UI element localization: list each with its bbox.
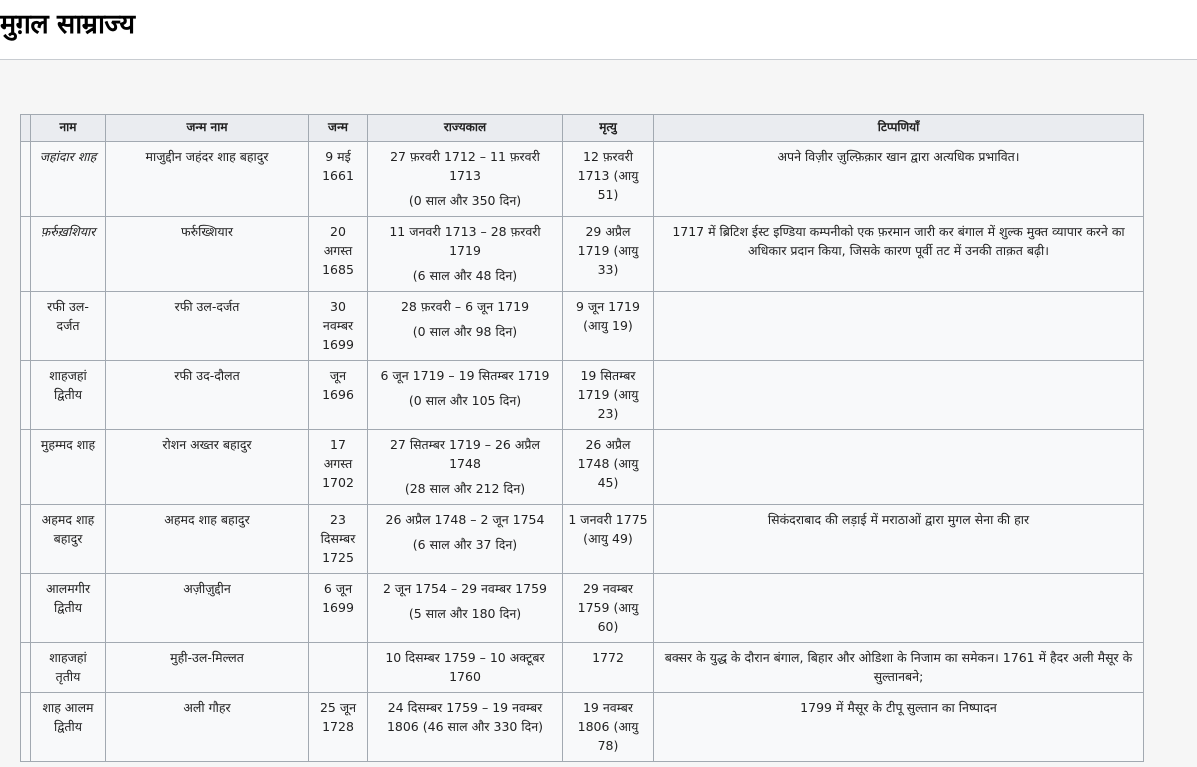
- birth-name-cell: रफी उद-दौलत: [106, 361, 309, 430]
- notes-cell: [654, 292, 1144, 361]
- reign-duration: (0 साल और 105 दिन): [408, 393, 522, 408]
- header-name[interactable]: नाम: [31, 115, 106, 142]
- reign-period: 6 जून 1719 – 19 सितम्बर 1719: [380, 368, 550, 383]
- emperor-name[interactable]: फ़र्रुख़शियार: [40, 224, 96, 239]
- row-spacer-cell: [21, 574, 31, 643]
- table-row: [21, 430, 1144, 505]
- emperor-name[interactable]: शाहजहां तृतीय: [49, 650, 87, 684]
- header-reign[interactable]: राज्यकाल: [368, 115, 563, 142]
- page-title: मुग़ल साम्राज्य: [0, 9, 135, 40]
- header-birth-name[interactable]: जन्म नाम: [106, 115, 309, 142]
- reign-cell: [368, 574, 563, 643]
- emperor-name[interactable]: शाह आलम द्वितीय: [42, 700, 94, 734]
- reign-period: 28 फ़रवरी – 6 जून 1719: [400, 299, 530, 314]
- death-cell: 26 अप्रैल 1748 (आयु 45): [563, 430, 654, 505]
- page-header: [0, 0, 1197, 60]
- reign-period: 27 फ़रवरी 1712 – 11 फ़रवरी 1713: [390, 149, 540, 183]
- reign-period: 24 दिसम्बर 1759 – 19 नवम्बर 1806 (46 साल और 330 दिन): [386, 700, 544, 734]
- table-body: [21, 142, 1144, 762]
- row-spacer-cell: [21, 430, 31, 505]
- birth-name-cell: रफी उल-दर्जत: [106, 292, 309, 361]
- notes-cell: बक्सर के युद्ध के दौरान बंगाल, बिहार और ओडिशा के निजाम का समेकन। 1761 में हैदर अली मैसूर के सुल्तानबने;: [654, 643, 1144, 693]
- row-spacer-cell: [21, 142, 31, 217]
- birth-date-cell: 17 अगस्त 1702: [309, 430, 368, 505]
- birth-name-cell: अली गौहर: [106, 693, 309, 762]
- reign-cell: [368, 430, 563, 505]
- notes-cell: 1717 में ब्रिटिश ईस्ट इण्डिया कम्पनीको एक फ़रमान जारी कर बंगाल में शुल्क मुक्त व्यापार करने का अधिकार प्रदान किया, जिसके कारण पूर्वी तट में उनकी ताक़त बढ़ी।: [654, 217, 1144, 292]
- death-cell: 9 जून 1719 (आयु 19): [563, 292, 654, 361]
- reign-duration: (28 साल और 212 दिन): [404, 481, 526, 496]
- emperor-name-cell: [31, 217, 106, 292]
- header-notes[interactable]: टिप्पणियाँ: [654, 115, 1144, 142]
- header-cell-blank: [21, 115, 31, 142]
- table-row: [21, 361, 1144, 430]
- notes-cell: 1799 में मैसूर के टीपू सुल्तान का निष्पादन: [654, 693, 1144, 762]
- emperor-name-cell: [31, 292, 106, 361]
- row-spacer-cell: [21, 292, 31, 361]
- birth-name-cell: रोशन अख्तर बहादुर: [106, 430, 309, 505]
- death-cell: 19 नवम्बर 1806 (आयु 78): [563, 693, 654, 762]
- emperor-name[interactable]: मुहम्मद शाह: [40, 437, 96, 452]
- birth-name-cell: माजुद्दीन जहंदर शाह बहादुर: [106, 142, 309, 217]
- death-cell: 19 सितम्बर 1719 (आयु 23): [563, 361, 654, 430]
- emperor-name[interactable]: जहांदार शाह: [39, 149, 97, 164]
- emperor-name-cell: [31, 643, 106, 693]
- reign-period: 27 सितम्बर 1719 – 26 अप्रैल 1748: [389, 437, 540, 471]
- reign-duration: (6 साल और 37 दिन): [412, 537, 518, 552]
- reign-cell: [368, 292, 563, 361]
- notes-cell: [654, 574, 1144, 643]
- reign-duration: (5 साल और 180 दिन): [408, 606, 522, 621]
- table-row: [21, 643, 1144, 693]
- birth-name-cell: फर्रुख्शियार: [106, 217, 309, 292]
- row-spacer-cell: [21, 505, 31, 574]
- reign-period: 11 जनवरी 1713 – 28 फ़रवरी 1719: [389, 224, 541, 258]
- emperor-name[interactable]: अहमद शाह बहादुर: [41, 512, 95, 546]
- birth-date-cell: 20 अगस्त 1685: [309, 217, 368, 292]
- emperor-name-cell: [31, 430, 106, 505]
- reign-period: 26 अप्रैल 1748 – 2 जून 1754: [385, 512, 545, 527]
- birth-date-cell: 30 नवम्बर 1699: [309, 292, 368, 361]
- emperor-name-cell: [31, 361, 106, 430]
- birth-date-cell: 6 जून 1699: [309, 574, 368, 643]
- header-birth[interactable]: जन्म: [309, 115, 368, 142]
- reign-cell: [368, 693, 563, 762]
- reign-duration: (0 साल और 98 दिन): [412, 324, 518, 339]
- birth-name-cell: अहमद शाह बहादुर: [106, 505, 309, 574]
- notes-cell: सिकंदराबाद की लड़ाई में मराठाओं द्वारा मुगल सेना की हार: [654, 505, 1144, 574]
- row-spacer-cell: [21, 693, 31, 762]
- emperor-name[interactable]: आलमगीर द्वितीय: [45, 581, 91, 615]
- reign-duration: (0 साल और 350 दिन): [408, 193, 522, 208]
- row-spacer-cell: [21, 643, 31, 693]
- death-cell: 1 जनवरी 1775 (आयु 49): [563, 505, 654, 574]
- notes-cell: अपने विज़ीर ज़ुल्फ़िक़ार खान द्वारा अत्यधिक प्रभावित।: [654, 142, 1144, 217]
- birth-name-cell: अज़ीज़ुद्दीन: [106, 574, 309, 643]
- emperor-name[interactable]: रफी उल-दर्जत: [47, 299, 89, 333]
- birth-date-cell: 25 जून 1728: [309, 693, 368, 762]
- reign-period: 10 दिसम्बर 1759 – 10 अक्टूबर 1760: [385, 650, 545, 684]
- row-spacer-cell: [21, 217, 31, 292]
- birth-date-cell: 23 दिसम्बर 1725: [309, 505, 368, 574]
- reign-duration: (6 साल और 48 दिन): [412, 268, 518, 283]
- death-cell: 12 फ़रवरी 1713 (आयु 51): [563, 142, 654, 217]
- table-row: [21, 292, 1144, 361]
- emperor-name-cell: [31, 142, 106, 217]
- emperor-name[interactable]: शाहजहां द्वितीय: [49, 368, 87, 402]
- notes-cell: [654, 361, 1144, 430]
- death-cell: 29 अप्रैल 1719 (आयु 33): [563, 217, 654, 292]
- table-container: [20, 114, 1143, 762]
- reign-cell: [368, 643, 563, 693]
- reign-cell: [368, 361, 563, 430]
- birth-date-cell: 9 मई 1661: [309, 142, 368, 217]
- emperors-table: [20, 114, 1144, 762]
- reign-cell: [368, 142, 563, 217]
- table-row: [21, 505, 1144, 574]
- table-row: [21, 693, 1144, 762]
- death-cell: 1772: [563, 643, 654, 693]
- reign-cell: [368, 505, 563, 574]
- table-row: [21, 142, 1144, 217]
- emperor-name-cell: [31, 505, 106, 574]
- header-death[interactable]: मृत्यु: [563, 115, 654, 142]
- emperor-name-cell: [31, 693, 106, 762]
- table-row: [21, 574, 1144, 643]
- reign-period: 2 जून 1754 – 29 नवम्बर 1759: [383, 581, 547, 596]
- row-spacer-cell: [21, 361, 31, 430]
- birth-date-cell: जून 1696: [309, 361, 368, 430]
- death-cell: 29 नवम्बर 1759 (आयु 60): [563, 574, 654, 643]
- emperor-name-cell: [31, 574, 106, 643]
- reign-cell: [368, 217, 563, 292]
- birth-date-cell: [309, 643, 368, 693]
- notes-cell: [654, 430, 1144, 505]
- table-header-row: [21, 115, 1144, 142]
- table-row: [21, 217, 1144, 292]
- birth-name-cell: मुही-उल-मिल्लत: [106, 643, 309, 693]
